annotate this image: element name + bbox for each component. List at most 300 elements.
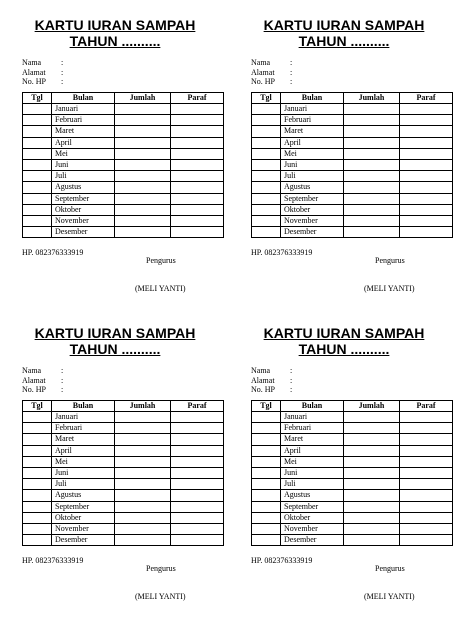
month-cell: Agustus	[52, 490, 115, 501]
amount-cell	[344, 479, 400, 490]
tgl-cell	[252, 523, 281, 534]
amount-cell	[344, 456, 400, 467]
table-row	[23, 412, 224, 423]
tgl-cell	[252, 148, 281, 159]
header-tgl: Tgl	[23, 401, 52, 412]
table-header-row	[23, 93, 224, 104]
table-row	[252, 115, 453, 126]
field-label: Alamat	[22, 67, 46, 77]
signature-cell	[400, 501, 453, 512]
table-row	[252, 215, 453, 226]
phone-field	[22, 385, 69, 395]
table-row	[23, 434, 224, 445]
signature-cell	[400, 137, 453, 148]
contact-phone: HP. 082376333919	[22, 248, 84, 257]
signature-cell	[400, 412, 453, 423]
header-bulan: Bulan	[281, 401, 344, 412]
month-cell: Agustus	[281, 182, 344, 193]
table-row	[23, 523, 224, 534]
header-bulan: Bulan	[281, 93, 344, 104]
signature-cell	[171, 512, 224, 523]
signature-cell	[171, 126, 224, 137]
amount-cell	[344, 445, 400, 456]
month-cell: Desember	[281, 227, 344, 238]
amount-cell	[344, 215, 400, 226]
name-field	[22, 58, 69, 68]
signature-cell	[171, 159, 224, 170]
signature-cell	[171, 501, 224, 512]
field-label: Nama	[251, 58, 271, 67]
month-cell: Desember	[281, 535, 344, 546]
header-tgl: Tgl	[252, 401, 281, 412]
table-row	[252, 512, 453, 523]
table-row	[23, 467, 224, 478]
tgl-cell	[252, 115, 281, 126]
table-row	[23, 423, 224, 434]
card-title: KARTU IURAN SAMPAH	[263, 325, 425, 341]
field-colon: :	[290, 375, 293, 385]
table-row	[252, 412, 453, 423]
amount-cell	[115, 479, 171, 490]
dues-card	[0, 318, 230, 618]
amount-cell	[115, 215, 171, 226]
signature-cell	[400, 445, 453, 456]
header-jumlah: Jumlah	[115, 401, 171, 412]
header-jumlah: Jumlah	[115, 93, 171, 104]
amount-cell	[115, 523, 171, 534]
field-colon: :	[290, 77, 293, 86]
table-row	[23, 193, 224, 204]
signature-cell	[400, 193, 453, 204]
name-field	[251, 58, 298, 68]
amount-cell	[115, 148, 171, 159]
dues-card	[0, 10, 230, 310]
card-year-title: TAHUN ..........	[69, 341, 161, 357]
field-colon: :	[290, 366, 293, 375]
month-cell: Oktober	[281, 204, 344, 215]
amount-cell	[115, 159, 171, 170]
table-row	[23, 456, 224, 467]
amount-cell	[115, 171, 171, 182]
month-cell: Februari	[52, 115, 115, 126]
amount-cell	[344, 467, 400, 478]
tgl-cell	[23, 535, 52, 546]
month-cell: September	[281, 501, 344, 512]
tgl-cell	[252, 490, 281, 501]
tgl-cell	[23, 171, 52, 182]
tgl-cell	[23, 445, 52, 456]
contact-phone: HP. 082376333919	[251, 556, 313, 565]
tgl-cell	[23, 490, 52, 501]
month-cell: Juli	[52, 479, 115, 490]
card-title: KARTU IURAN SAMPAH	[34, 325, 196, 341]
month-cell: April	[52, 137, 115, 148]
table-row	[23, 204, 224, 215]
field-label: Alamat	[251, 67, 275, 77]
signature-cell	[171, 137, 224, 148]
tgl-cell	[252, 171, 281, 182]
month-cell: Juli	[281, 171, 344, 182]
signer-name: (MELI YANTI)	[364, 592, 415, 601]
signature-cell	[400, 423, 453, 434]
name-field	[251, 366, 298, 376]
header-paraf: Paraf	[400, 401, 453, 412]
table-row	[252, 523, 453, 534]
table-header-row	[252, 401, 453, 412]
amount-cell	[344, 412, 400, 423]
tgl-cell	[23, 115, 52, 126]
amount-cell	[344, 126, 400, 137]
payment-table	[22, 400, 224, 546]
month-cell: Januari	[281, 412, 344, 423]
member-fields	[251, 58, 298, 87]
field-colon: :	[61, 375, 64, 385]
table-row	[252, 423, 453, 434]
table-row	[252, 467, 453, 478]
signature-cell	[400, 126, 453, 137]
month-cell: Januari	[52, 412, 115, 423]
table-row	[23, 148, 224, 159]
signature-cell	[400, 148, 453, 159]
month-cell: Juni	[52, 467, 115, 478]
month-cell: April	[281, 137, 344, 148]
amount-cell	[344, 171, 400, 182]
table-row	[252, 137, 453, 148]
month-cell: Oktober	[52, 512, 115, 523]
table-row	[252, 535, 453, 546]
month-cell: Maret	[281, 126, 344, 137]
table-row	[252, 104, 453, 115]
table-row	[23, 227, 224, 238]
table-row	[23, 159, 224, 170]
tgl-cell	[23, 523, 52, 534]
signature-cell	[171, 412, 224, 423]
header-paraf: Paraf	[400, 93, 453, 104]
month-cell: Oktober	[281, 512, 344, 523]
header-jumlah: Jumlah	[344, 401, 400, 412]
tgl-cell	[23, 159, 52, 170]
signature-cell	[171, 479, 224, 490]
tgl-cell	[23, 104, 52, 115]
amount-cell	[115, 512, 171, 523]
month-cell: November	[52, 215, 115, 226]
month-cell: Januari	[281, 104, 344, 115]
amount-cell	[115, 193, 171, 204]
amount-cell	[344, 535, 400, 546]
amount-cell	[115, 445, 171, 456]
field-colon: :	[290, 58, 293, 67]
phone-field	[251, 385, 298, 395]
signature-cell	[171, 456, 224, 467]
table-row	[23, 115, 224, 126]
table-row	[23, 215, 224, 226]
month-cell: Agustus	[52, 182, 115, 193]
month-cell: Februari	[52, 423, 115, 434]
signature-cell	[400, 479, 453, 490]
signature-cell	[400, 535, 453, 546]
tgl-cell	[252, 215, 281, 226]
tgl-cell	[23, 227, 52, 238]
month-cell: Mei	[52, 456, 115, 467]
amount-cell	[115, 115, 171, 126]
tgl-cell	[252, 193, 281, 204]
signature-cell	[171, 104, 224, 115]
signature-cell	[171, 523, 224, 534]
tgl-cell	[23, 412, 52, 423]
signature-cell	[171, 148, 224, 159]
signature-cell	[400, 456, 453, 467]
amount-cell	[115, 423, 171, 434]
payment-table	[22, 92, 224, 238]
field-colon: :	[61, 366, 64, 375]
table-row	[23, 512, 224, 523]
month-cell: Desember	[52, 227, 115, 238]
dues-card	[229, 10, 459, 310]
amount-cell	[344, 159, 400, 170]
table-row	[23, 171, 224, 182]
month-cell: April	[281, 445, 344, 456]
card-title: KARTU IURAN SAMPAH	[34, 17, 196, 33]
amount-cell	[115, 467, 171, 478]
tgl-cell	[252, 512, 281, 523]
field-colon: :	[61, 385, 64, 394]
month-cell: Februari	[281, 115, 344, 126]
amount-cell	[344, 490, 400, 501]
tgl-cell	[23, 215, 52, 226]
field-label: No. HP	[251, 385, 276, 394]
amount-cell	[344, 512, 400, 523]
signature-cell	[400, 523, 453, 534]
amount-cell	[344, 423, 400, 434]
field-label: Nama	[22, 58, 42, 67]
signer-name: (MELI YANTI)	[364, 284, 415, 293]
signature-cell	[400, 204, 453, 215]
tgl-cell	[23, 148, 52, 159]
table-row	[252, 182, 453, 193]
month-cell: November	[281, 215, 344, 226]
tgl-cell	[252, 467, 281, 478]
tgl-cell	[23, 501, 52, 512]
signature-cell	[400, 490, 453, 501]
amount-cell	[344, 104, 400, 115]
tgl-cell	[23, 423, 52, 434]
field-label: No. HP	[251, 77, 276, 86]
header-bulan: Bulan	[52, 93, 115, 104]
address-field	[22, 376, 69, 386]
amount-cell	[115, 456, 171, 467]
amount-cell	[344, 501, 400, 512]
amount-cell	[344, 204, 400, 215]
month-cell: Februari	[281, 423, 344, 434]
header-tgl: Tgl	[23, 93, 52, 104]
payment-table	[251, 92, 453, 238]
signer-name: (MELI YANTI)	[135, 284, 186, 293]
field-colon: :	[61, 58, 64, 67]
signature-cell	[171, 445, 224, 456]
signature-cell	[400, 104, 453, 115]
amount-cell	[344, 115, 400, 126]
amount-cell	[115, 412, 171, 423]
payment-table	[251, 400, 453, 546]
signature-cell	[171, 171, 224, 182]
pengurus-label: Pengurus	[375, 256, 405, 265]
header-bulan: Bulan	[52, 401, 115, 412]
amount-cell	[115, 227, 171, 238]
month-cell: Agustus	[281, 490, 344, 501]
table-row	[252, 159, 453, 170]
amount-cell	[344, 227, 400, 238]
month-cell: November	[52, 523, 115, 534]
month-cell: Januari	[52, 104, 115, 115]
tgl-cell	[23, 193, 52, 204]
table-header-row	[23, 401, 224, 412]
table-row	[23, 104, 224, 115]
table-row	[252, 126, 453, 137]
header-jumlah: Jumlah	[344, 93, 400, 104]
table-row	[23, 501, 224, 512]
signature-cell	[400, 227, 453, 238]
table-row	[23, 490, 224, 501]
month-cell: Mei	[52, 148, 115, 159]
month-cell: Maret	[52, 126, 115, 137]
signature-cell	[171, 467, 224, 478]
address-field	[22, 68, 69, 78]
signature-cell	[171, 204, 224, 215]
header-tgl: Tgl	[252, 93, 281, 104]
signature-cell	[400, 215, 453, 226]
signature-cell	[400, 434, 453, 445]
tgl-cell	[252, 445, 281, 456]
table-row	[252, 501, 453, 512]
amount-cell	[115, 434, 171, 445]
card-title: KARTU IURAN SAMPAH	[263, 17, 425, 33]
signature-cell	[400, 159, 453, 170]
header-paraf: Paraf	[171, 93, 224, 104]
amount-cell	[344, 193, 400, 204]
month-cell: Juni	[281, 467, 344, 478]
signature-cell	[171, 490, 224, 501]
amount-cell	[344, 137, 400, 148]
amount-cell	[344, 523, 400, 534]
tgl-cell	[23, 467, 52, 478]
card-year-title: TAHUN ..........	[298, 33, 390, 49]
table-row	[252, 171, 453, 182]
table-row	[23, 445, 224, 456]
field-label: No. HP	[22, 77, 47, 86]
contact-phone: HP. 082376333919	[251, 248, 313, 257]
month-cell: September	[52, 193, 115, 204]
pengurus-label: Pengurus	[375, 564, 405, 573]
tgl-cell	[252, 535, 281, 546]
tgl-cell	[23, 137, 52, 148]
tgl-cell	[252, 104, 281, 115]
field-label: Nama	[22, 366, 42, 375]
address-field	[251, 376, 298, 386]
card-year-title: TAHUN ..........	[298, 341, 390, 357]
month-cell: Juni	[281, 159, 344, 170]
signature-cell	[400, 467, 453, 478]
field-label: Alamat	[251, 375, 275, 385]
tgl-cell	[252, 412, 281, 423]
phone-field	[22, 77, 69, 87]
amount-cell	[344, 182, 400, 193]
tgl-cell	[252, 137, 281, 148]
tgl-cell	[23, 479, 52, 490]
signer-name: (MELI YANTI)	[135, 592, 186, 601]
table-row	[23, 137, 224, 148]
table-row	[23, 182, 224, 193]
tgl-cell	[23, 182, 52, 193]
tgl-cell	[23, 456, 52, 467]
table-row	[23, 479, 224, 490]
field-label: Alamat	[22, 375, 46, 385]
tgl-cell	[23, 126, 52, 137]
signature-cell	[171, 115, 224, 126]
tgl-cell	[252, 456, 281, 467]
member-fields	[22, 366, 69, 395]
amount-cell	[344, 434, 400, 445]
month-cell: Desember	[52, 535, 115, 546]
amount-cell	[115, 104, 171, 115]
signature-cell	[400, 512, 453, 523]
month-cell: November	[281, 523, 344, 534]
tgl-cell	[252, 479, 281, 490]
month-cell: September	[281, 193, 344, 204]
tgl-cell	[252, 204, 281, 215]
table-row	[252, 445, 453, 456]
dues-card	[229, 318, 459, 618]
field-colon: :	[61, 77, 64, 86]
signature-cell	[171, 215, 224, 226]
table-row	[252, 434, 453, 445]
table-row	[252, 479, 453, 490]
month-cell: Oktober	[52, 204, 115, 215]
field-colon: :	[290, 67, 293, 77]
month-cell: Mei	[281, 456, 344, 467]
tgl-cell	[252, 126, 281, 137]
table-row	[23, 535, 224, 546]
tgl-cell	[23, 434, 52, 445]
pengurus-label: Pengurus	[146, 564, 176, 573]
table-row	[252, 148, 453, 159]
month-cell: Maret	[281, 434, 344, 445]
table-row	[252, 227, 453, 238]
signature-cell	[171, 434, 224, 445]
signature-cell	[171, 423, 224, 434]
month-cell: Maret	[52, 434, 115, 445]
month-cell: April	[52, 445, 115, 456]
table-row	[252, 204, 453, 215]
signature-cell	[171, 182, 224, 193]
table-row	[252, 456, 453, 467]
signature-cell	[171, 227, 224, 238]
amount-cell	[115, 182, 171, 193]
signature-cell	[400, 115, 453, 126]
amount-cell	[115, 501, 171, 512]
header-paraf: Paraf	[171, 401, 224, 412]
month-cell: Mei	[281, 148, 344, 159]
month-cell: Juli	[52, 171, 115, 182]
tgl-cell	[23, 512, 52, 523]
pengurus-label: Pengurus	[146, 256, 176, 265]
tgl-cell	[252, 423, 281, 434]
signature-cell	[400, 182, 453, 193]
month-cell: September	[52, 501, 115, 512]
phone-field	[251, 77, 298, 87]
table-row	[252, 193, 453, 204]
field-colon: :	[61, 67, 64, 77]
name-field	[22, 366, 69, 376]
